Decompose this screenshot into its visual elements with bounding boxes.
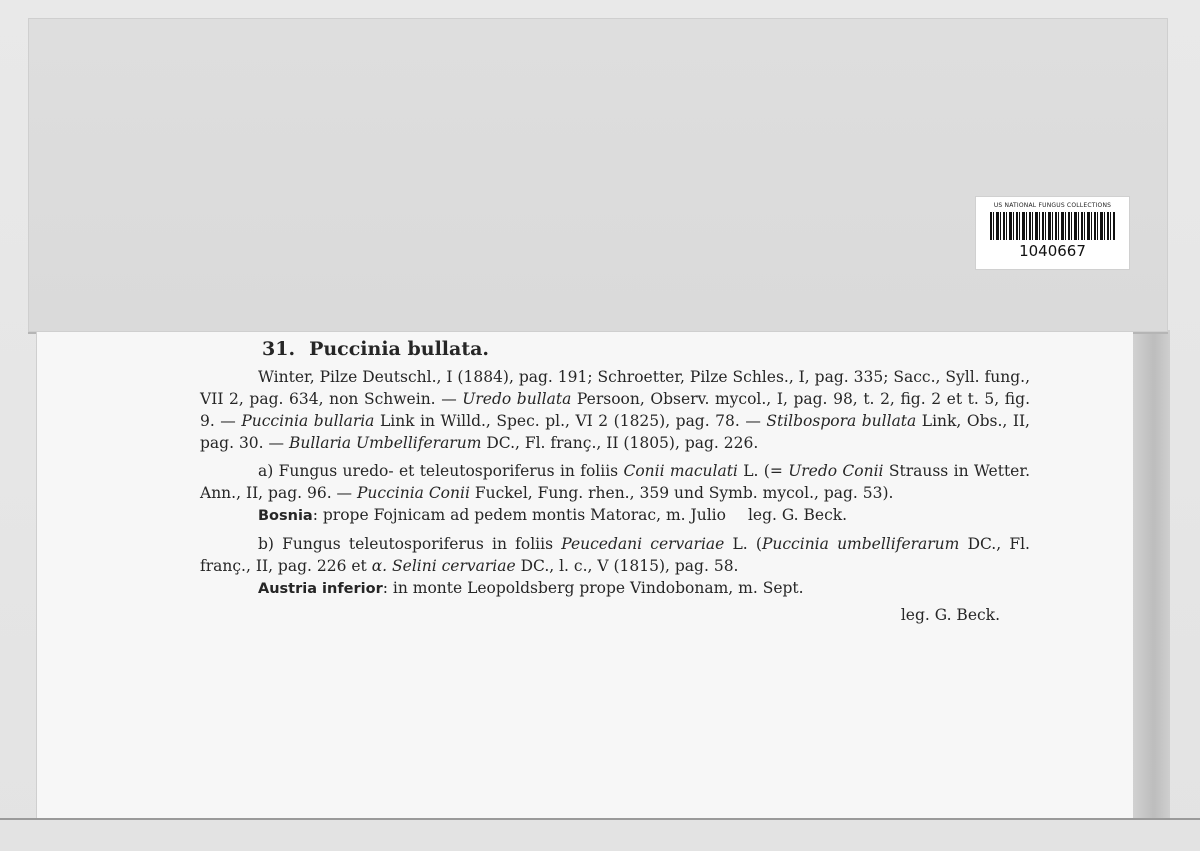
text-run: Link in Willd., Spec. pl., VI 2 (1825), pag. 78. — — [374, 412, 767, 430]
taxon-italic: Uredo bullata — [462, 390, 572, 408]
taxon-italic: Bullaria Umbelliferarum — [288, 434, 482, 452]
taxon-italic: Puccinia umbelliferarum — [761, 535, 960, 553]
text-run: DC., Fl. franç., II (1805), pag. 226. — [481, 434, 759, 452]
part-a-paragraph — [200, 460, 1030, 504]
locality-a-text: : prope Fojnicam ad pedem montis Matorac, m. Julio — [312, 506, 726, 524]
text-run: a) Fungus uredo- et teleutosporiferus in foliis — [258, 462, 624, 480]
locality-b-region: Austria inferior — [258, 581, 383, 597]
barcode-icon — [990, 212, 1115, 240]
text-run: Winter, Pilze Deutschl., I (1884), pag. 191; Schroetter, Pilze Schles., I, pag. 335; Sacc., Syll. fung., VII 2, pag. 634, non Schwein. — — [200, 368, 1030, 408]
packet-top-flap — [28, 18, 1168, 332]
taxon-italic: Stilbospora bullata — [766, 412, 917, 430]
taxon-italic: Uredo Conii — [788, 462, 884, 480]
barcode-collection-name: US NATIONAL FUNGUS COLLECTIONS — [993, 202, 1112, 209]
barcode-label — [975, 196, 1130, 270]
taxon-italic: Conii maculati — [623, 462, 738, 480]
specimen-label-text — [200, 338, 1030, 626]
barcode-number: 1040667 — [1019, 242, 1086, 260]
exsiccata-number: 31. — [262, 338, 296, 360]
citation-paragraph — [200, 366, 1030, 454]
taxon-italic: Peucedani cervariae — [561, 535, 725, 553]
sheet-bottom-edge — [0, 818, 1200, 820]
locality-b — [258, 577, 1030, 600]
locality-b-text: : in monte Leopoldsberg prope Vindobonam, m. Sept. — [382, 579, 804, 597]
label-title — [262, 338, 1030, 360]
locality-a — [258, 504, 1030, 527]
text-run: Persoon, Observ. mycol., I, pag. 98, t. 2, fig. 2 et t. 5, fig. 9. — — [200, 390, 1030, 430]
text-run: L. ( — [724, 535, 762, 553]
taxon-italic: Puccinia bullaria — [241, 412, 375, 430]
locality-a-region: Bosnia — [258, 508, 313, 524]
specimen-packet-edge — [1130, 330, 1170, 820]
locality-b-collector: leg. G. Beck. — [900, 606, 1000, 624]
taxon-italic: Puccinia Conii — [356, 484, 470, 502]
taxon-name: Puccinia bullata. — [309, 338, 490, 360]
taxon-italic: α. Selini cervariae — [371, 557, 516, 575]
text-run: Fuckel, Fung. rhen., 359 und Symb. mycol., pag. 53). — [469, 484, 894, 502]
text-run: L. (= — [737, 462, 789, 480]
text-run: b) Fungus teleutosporiferus in foliis — [258, 535, 562, 553]
text-run: Link, Obs., II, pag. 30. — — [200, 412, 1030, 452]
part-b-paragraph — [200, 533, 1030, 577]
locality-a-collector: leg. G. Beck. — [747, 506, 848, 524]
text-run: DC., Fl. franç., II, pag. 226 et — [200, 535, 1030, 575]
text-run: DC., l. c., V (1815), pag. 58. — [515, 557, 739, 575]
text-run: Strauss in Wetter. Ann., II, pag. 96. — — [200, 462, 1030, 502]
